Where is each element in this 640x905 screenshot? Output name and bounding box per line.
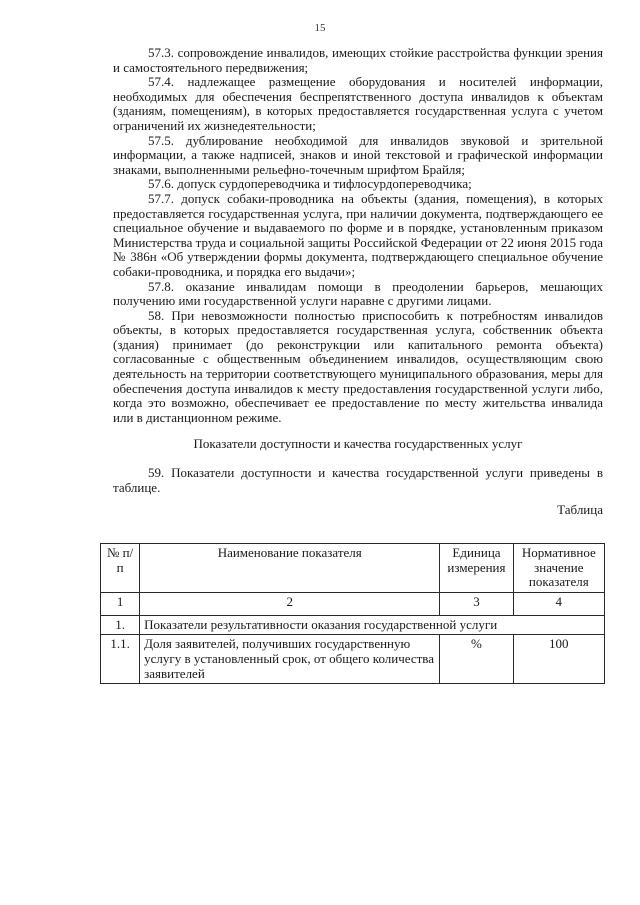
document-body	[113, 46, 603, 518]
indicators-table	[100, 543, 605, 684]
column-number: 4	[513, 592, 604, 615]
row-indicator-name: Доля заявителей, получивших государственную услугу в установленный срок, от общего количества заявителей	[140, 635, 440, 684]
header-unit: Единица измерения	[440, 544, 513, 593]
table-header-row	[101, 544, 605, 593]
table-row	[101, 635, 605, 684]
row-number: 1.1.	[101, 635, 140, 684]
column-number-row	[101, 592, 605, 615]
paragraph-59: 59. Показатели доступности и качества государственной услуги приведены в таблице.	[113, 465, 603, 495]
page-number: 15	[314, 22, 326, 34]
header-normative-value: Нормативное значение показателя	[513, 544, 604, 593]
row-unit: %	[440, 635, 513, 684]
table-caption: Таблица	[557, 502, 603, 518]
paragraph-57-6: 57.6. допуск сурдопереводчика и тифлосурдопереводчика;	[148, 176, 472, 192]
column-number: 1	[101, 592, 140, 615]
section-number: 1.	[101, 615, 140, 635]
paragraph-58: 58. При невозможности полностью приспособить к потребностям инвалидов объекты, в которых предоставляется государственная услуга, собственник объекта (здания) принимает (до реконструкции или капитального ремонта объекта) согласованные с общественным объединением инвалидов, осуществляющим свою деятельность на территории соответствующего муниципального образования, меры для обеспечения доступа инвалидов к месту предоставления государственной услуги либо, когда это возможно, обеспечивает ее предоставление по месту жительства инвалида или в дистанционном режиме.	[113, 307, 603, 425]
table-section-row	[101, 615, 605, 635]
paragraph-57-3: 57.3. сопровождение инвалидов, имеющих стойкие расстройства функции зрения и самостоятельного передвижения;	[113, 45, 603, 75]
row-value: 100	[513, 635, 604, 684]
header-number: № п/п	[101, 544, 140, 593]
header-indicator-name: Наименование показателя	[140, 544, 440, 593]
column-number: 3	[440, 592, 513, 615]
paragraph-57-8: 57.8. оказание инвалидам помощи в преодолении барьеров, мешающих получению ими государственной услуги наравне с другими лицами.	[113, 278, 603, 309]
section-heading: Показатели доступности и качества государственных услуг	[193, 436, 523, 452]
section-label: Показатели результативности оказания государственной услуги	[140, 615, 605, 635]
column-number: 2	[140, 592, 440, 615]
paragraph-57-5: 57.5. дублирование необходимой для инвалидов звуковой и зрительной информации, а также надписей, знаков и иной текстовой и графической информации знаками, выполненными рельефно-точечным шрифтом Брайля;	[113, 132, 603, 177]
paragraph-57-4: 57.4. надлежащее размещение оборудования и носителей информации, необходимых для обеспечения беспрепятственного доступа инвалидов к объектам (зданиям, помещениям), в которых предоставляется государственная услуга с учетом ограничений их жизнедеятельности;	[113, 74, 603, 133]
paragraph-57-7: 57.7. допуск собаки-проводника на объекты (здания, помещения), в которых предоставляется государственная услуга, при наличии документа, подтверждающего ее специальное обучение и выдаваемого по форме и в порядке, установленным приказом Министерства труда и социальной защиты Российской Федерации от 22 июня 2015 года № 386н «Об утверждении формы документа, подтверждающего специальное обучение собаки-проводника, и порядка его выдачи»;	[113, 190, 603, 279]
